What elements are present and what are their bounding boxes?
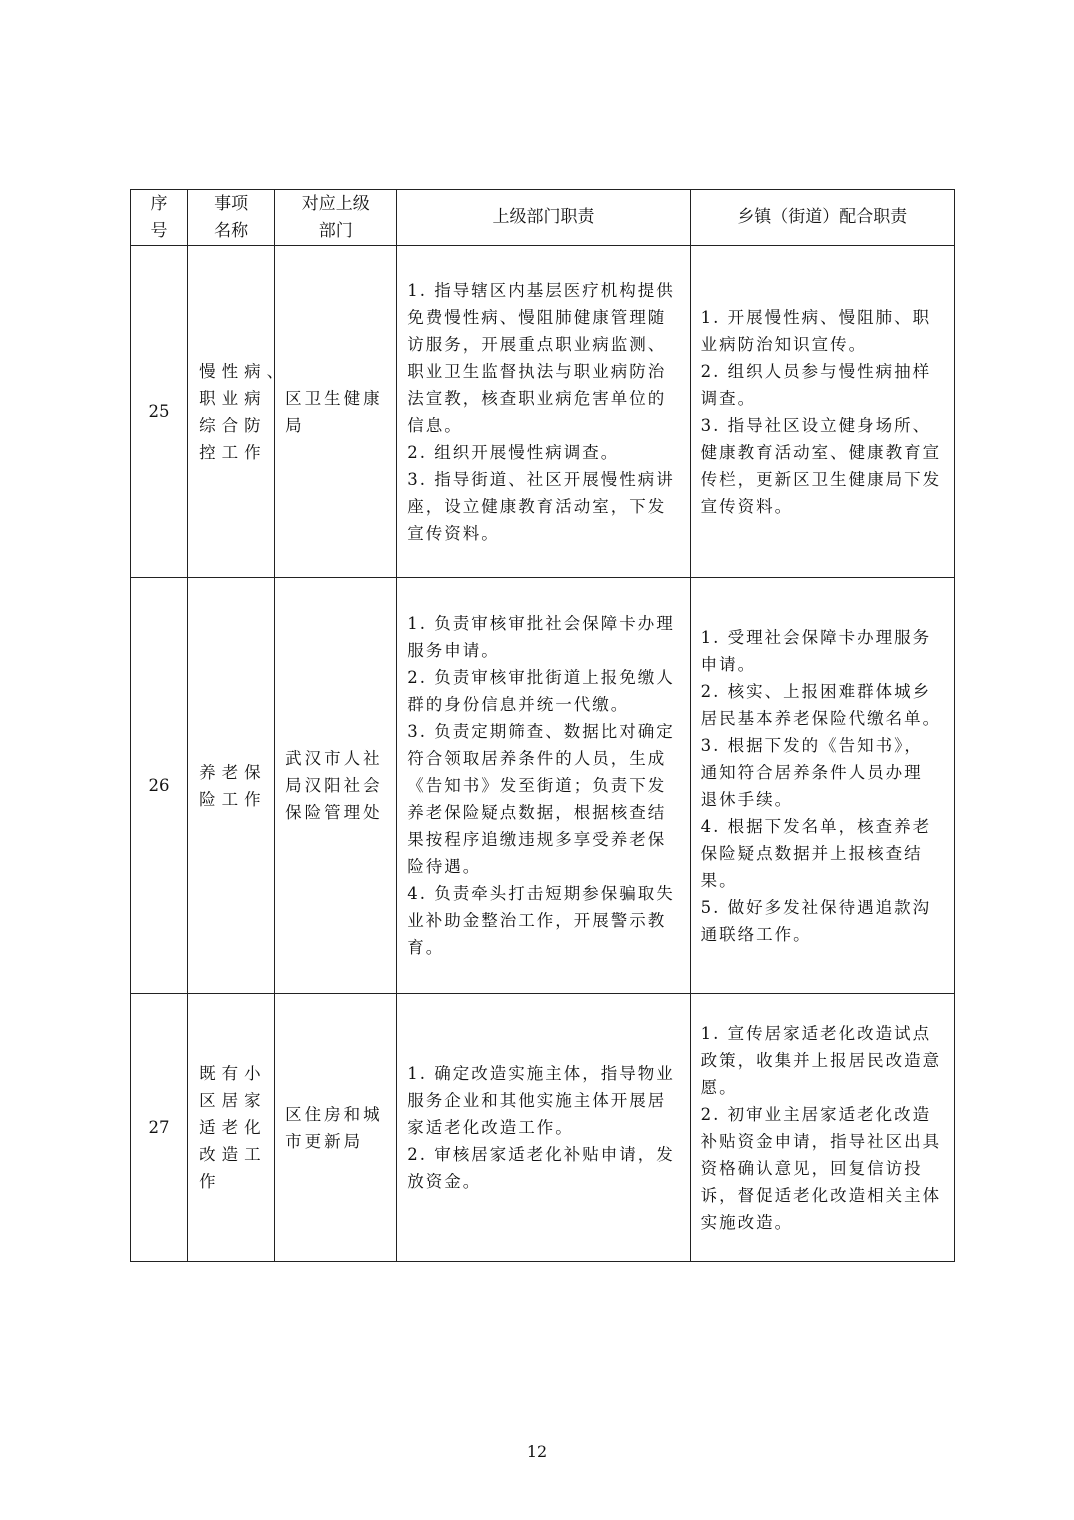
text-line: 1. 受理社会保障卡办理服务: [700, 627, 932, 647]
text-line: 慢性病、: [199, 361, 290, 381]
text-line: 作: [199, 1172, 222, 1191]
text-line: 养老保险疑点数据，根据核查结: [407, 803, 667, 822]
text-line: 3. 指导街道、社区开展慢性病讲: [407, 469, 675, 489]
header-upper-dept: 对应上级 部门: [275, 190, 397, 246]
text-line: 区住房和城: [285, 1104, 383, 1124]
row-item-name: [188, 578, 275, 994]
text-line: 3. 负责定期筛查、数据比对确定: [407, 722, 675, 741]
text-line: 育。: [407, 938, 445, 957]
text-line: 法宣教，核查职业病危害单位的: [407, 388, 667, 408]
table-row: [131, 578, 955, 994]
text-line: 区居家: [199, 1091, 267, 1110]
header-upper-duties: 上级部门职责: [397, 190, 690, 246]
text-line: 传栏，更新区卫生健康局下发: [700, 469, 942, 489]
text-line: 控工作: [199, 442, 267, 462]
text-line: 申请。: [700, 654, 757, 674]
row-item-name: [188, 246, 290, 578]
row-town-duties: [690, 246, 954, 578]
text-line: 宣传资料。: [700, 496, 794, 516]
header-item-name: 事项 名称: [188, 190, 275, 246]
text-line: 改造工: [199, 1145, 267, 1164]
row-seq: 26: [131, 578, 188, 994]
row-item-name: [188, 994, 275, 1262]
text-line: 居民基本养老保险代缴名单。: [700, 708, 942, 728]
text-line: 4. 根据下发名单，核查养老: [700, 816, 932, 836]
text-line: 职业卫生监督执法与职业病防治: [407, 361, 667, 381]
text-line: 养老保: [199, 762, 267, 782]
text-line: 《告知书》发至街道；负责下发: [407, 776, 667, 795]
text-line: 4. 负责牵头打击短期参保骗取失: [407, 884, 675, 903]
text-line: 保险疑点数据并上报核查结: [700, 843, 923, 863]
text-line: 2. 初审业主居家适老化改造: [700, 1104, 932, 1124]
text-line: 通联络工作。: [700, 924, 812, 944]
text-line: 局汉阳社会: [285, 776, 383, 795]
row-upper-dept: [275, 994, 397, 1262]
text-line: 免费慢性病、慢阻肺健康管理随: [407, 307, 667, 327]
text-line: 区卫生健康: [285, 388, 383, 408]
table-header-row: [131, 190, 955, 246]
text-line: 诉，督促适老化改造相关主体: [700, 1185, 942, 1205]
text-line: 2. 组织开展慢性病调查。: [407, 442, 620, 462]
text-line: 愿。: [700, 1077, 738, 1097]
text-line: 5. 做好多发社保待遇追款沟: [700, 897, 932, 917]
responsibility-table: [130, 189, 955, 1262]
text-line: 2. 审核居家适老化补贴申请，发: [407, 1145, 675, 1164]
text-line: 补贴资金申请，指导社区出具: [700, 1131, 942, 1151]
text-line: 服务申请。: [407, 641, 500, 660]
text-line: 1. 确定改造实施主体，指导物业: [407, 1064, 675, 1083]
table-row: [131, 994, 955, 1262]
row-town-duties: [690, 578, 954, 994]
text-line: 健康教育活动室、健康教育宣: [700, 442, 942, 462]
text-line: 局: [285, 415, 305, 435]
text-line: 座，设立健康教育活动室，下发: [407, 496, 667, 516]
text-line: 宣传资料。: [407, 523, 500, 543]
text-line: 通知符合居养条件人员办理: [700, 762, 923, 782]
text-line: 政策，收集并上报居民改造意: [700, 1050, 942, 1070]
row-upper-dept: [275, 246, 397, 578]
text-line: 退休手续。: [700, 789, 794, 809]
text-line: 符合领取居养条件的人员，生成: [407, 749, 667, 768]
text-line: 2. 组织人员参与慢性病抽样: [700, 361, 932, 381]
text-line: 保险管理处: [285, 803, 383, 822]
text-line: 业病防治知识宣传。: [700, 334, 868, 354]
row-upper-dept: [275, 578, 397, 994]
text-line: 1. 开展慢性病、慢阻肺、职: [700, 307, 932, 327]
page-number: 12: [526, 1442, 548, 1461]
table-body: [131, 246, 955, 1262]
text-line: 放资金。: [407, 1172, 482, 1191]
text-line: 既有小: [199, 1064, 267, 1083]
text-line: 适老化: [199, 1118, 267, 1137]
row-upper-duties: [397, 246, 690, 578]
header-town-duties: 乡镇（街道）配合职责: [690, 190, 954, 246]
header-seq: 序 号: [131, 190, 188, 246]
text-line: 综合防: [199, 415, 267, 435]
text-line: 3. 指导社区设立健身场所、: [700, 415, 932, 435]
text-line: 险待遇。: [407, 857, 482, 876]
text-line: 访服务，开展重点职业病监测、: [407, 334, 667, 354]
table-row: [131, 246, 955, 578]
row-town-duties: [690, 994, 954, 1262]
text-line: 业补助金整治工作，开展警示教: [407, 911, 667, 930]
text-line: 家适老化改造工作。: [407, 1118, 574, 1137]
text-line: 武汉市人社: [285, 749, 383, 768]
text-line: 市更新局: [285, 1131, 364, 1151]
row-seq: 27: [131, 994, 188, 1262]
text-line: 果按程序追缴违规多享受养老保: [407, 830, 667, 849]
text-line: 3. 根据下发的《告知书》，: [700, 735, 923, 755]
text-line: 信息。: [407, 415, 463, 435]
row-upper-duties: [397, 578, 690, 994]
row-upper-duties: [397, 994, 690, 1262]
text-line: 1. 负责审核审批社会保障卡办理: [407, 614, 675, 633]
row-seq: 25: [131, 246, 188, 578]
text-line: 职业病: [199, 388, 267, 408]
text-line: 2. 负责审核审批街道上报免缴人: [407, 668, 675, 687]
text-line: 资格确认意见，回复信访投: [700, 1158, 923, 1178]
text-line: 果。: [700, 870, 738, 890]
text-line: 群的身份信息并统一代缴。: [407, 695, 630, 714]
text-line: 2. 核实、上报困难群体城乡: [700, 681, 932, 701]
text-line: 险工作: [199, 789, 267, 809]
text-line: 1. 指导辖区内基层医疗机构提供: [407, 280, 675, 300]
text-line: 实施改造。: [700, 1212, 794, 1232]
text-line: 服务企业和其他实施主体开展居: [407, 1091, 667, 1110]
text-line: 调查。: [700, 388, 757, 408]
text-line: 1. 宣传居家适老化改造试点: [700, 1023, 932, 1043]
